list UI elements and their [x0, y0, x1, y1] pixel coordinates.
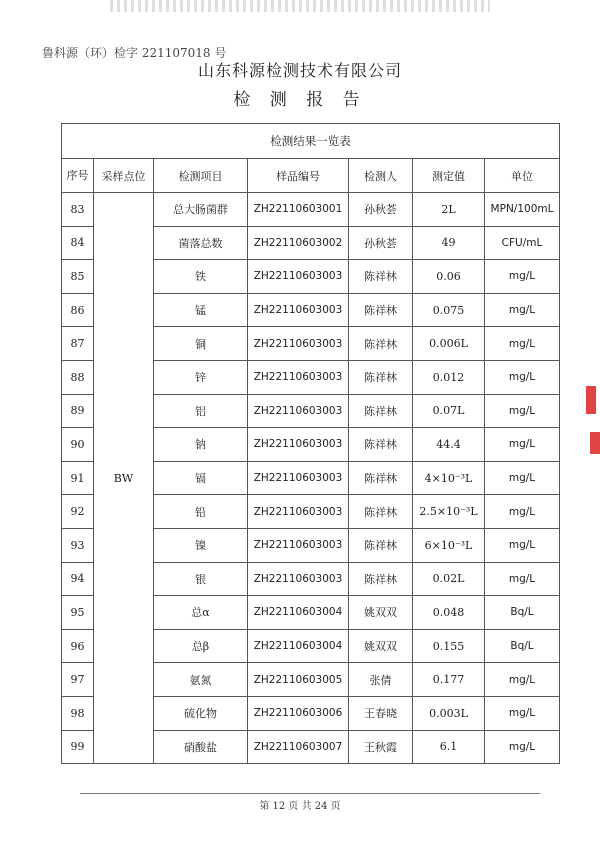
- cell-sample: ZH22110603007: [248, 730, 349, 764]
- cell-sample: ZH22110603002: [248, 226, 349, 260]
- cell-item: 总大肠菌群: [154, 193, 248, 227]
- cell-unit: CFU/mL: [485, 226, 560, 260]
- cell-value: 49: [413, 226, 485, 260]
- cell-unit: mg/L: [485, 428, 560, 462]
- cell-item: 硫化物: [154, 696, 248, 730]
- cell-unit: mg/L: [485, 696, 560, 730]
- cell-value: 0.06: [413, 260, 485, 294]
- cell-item: 铝: [154, 394, 248, 428]
- cell-value: 0.003L: [413, 696, 485, 730]
- cell-sample: ZH22110603003: [248, 360, 349, 394]
- cell-sample: ZH22110603003: [248, 327, 349, 361]
- cell-item: 锌: [154, 360, 248, 394]
- cell-unit: mg/L: [485, 495, 560, 529]
- cell-unit: mg/L: [485, 394, 560, 428]
- cell-value: 4×10⁻³L: [413, 461, 485, 495]
- seal-stamp-fragment: [590, 432, 600, 454]
- cell-tester: 陈祥林: [349, 562, 413, 596]
- cell-sample: ZH22110603003: [248, 428, 349, 462]
- cell-no: 95: [62, 596, 94, 630]
- cell-item: 硝酸盐: [154, 730, 248, 764]
- cell-no: 93: [62, 528, 94, 562]
- cell-no: 89: [62, 394, 94, 428]
- cell-item: 总α: [154, 596, 248, 630]
- cell-unit: mg/L: [485, 327, 560, 361]
- cell-no: 94: [62, 562, 94, 596]
- cell-unit: mg/L: [485, 360, 560, 394]
- col-header-no: 序号: [62, 159, 94, 193]
- cell-no: 87: [62, 327, 94, 361]
- col-header-location: 采样点位: [94, 159, 154, 193]
- cell-unit: mg/L: [485, 461, 560, 495]
- cell-unit: mg/L: [485, 562, 560, 596]
- cell-value: 2L: [413, 193, 485, 227]
- cell-item: 铜: [154, 327, 248, 361]
- cell-sample: ZH22110603003: [248, 495, 349, 529]
- cell-unit: mg/L: [485, 663, 560, 697]
- cell-item: 银: [154, 562, 248, 596]
- cell-sample: ZH22110603003: [248, 528, 349, 562]
- cell-sample: ZH22110603003: [248, 293, 349, 327]
- cell-sample: ZH22110603003: [248, 260, 349, 294]
- cell-value: 0.177: [413, 663, 485, 697]
- cell-no: 88: [62, 360, 94, 394]
- cell-tester: 陈祥林: [349, 260, 413, 294]
- cell-value: 0.075: [413, 293, 485, 327]
- cell-item: 镉: [154, 461, 248, 495]
- table-header-row: [62, 159, 560, 193]
- results-table: [61, 123, 560, 764]
- cell-sample: ZH22110603003: [248, 562, 349, 596]
- cell-tester: 王春晓: [349, 696, 413, 730]
- cell-no: 97: [62, 663, 94, 697]
- cell-no: 86: [62, 293, 94, 327]
- cell-tester: 陈祥林: [349, 495, 413, 529]
- cell-tester: 陈祥林: [349, 528, 413, 562]
- cell-item: 钠: [154, 428, 248, 462]
- cell-item: 氨氮: [154, 663, 248, 697]
- scan-edge-artifact: [110, 0, 490, 12]
- col-header-unit: 单位: [485, 159, 560, 193]
- cell-no: 98: [62, 696, 94, 730]
- cell-tester: 张倩: [349, 663, 413, 697]
- cell-unit: Bq/L: [485, 596, 560, 630]
- cell-tester: 陈祥林: [349, 428, 413, 462]
- cell-tester: 陈祥林: [349, 394, 413, 428]
- report-number: 鲁科源（环）检字 221107018 号: [42, 46, 227, 60]
- cell-value: 0.048: [413, 596, 485, 630]
- col-header-sample: 样品编号: [248, 159, 349, 193]
- cell-sample: ZH22110603004: [248, 596, 349, 630]
- cell-sample: ZH22110603004: [248, 629, 349, 663]
- cell-item: 铁: [154, 260, 248, 294]
- cell-value: 6×10⁻³L: [413, 528, 485, 562]
- cell-tester: 王秋霞: [349, 730, 413, 764]
- cell-unit: Bq/L: [485, 629, 560, 663]
- col-header-tester: 检测人: [349, 159, 413, 193]
- cell-no: 91: [62, 461, 94, 495]
- cell-unit: mg/L: [485, 260, 560, 294]
- cell-unit: mg/L: [485, 528, 560, 562]
- seal-stamp-fragment: [586, 386, 596, 414]
- col-header-value: 测定值: [413, 159, 485, 193]
- cell-sample: ZH22110603003: [248, 394, 349, 428]
- cell-tester: 姚双双: [349, 629, 413, 663]
- cell-item: 锰: [154, 293, 248, 327]
- cell-tester: 陈祥林: [349, 293, 413, 327]
- col-header-item: 检测项目: [154, 159, 248, 193]
- cell-unit: mg/L: [485, 730, 560, 764]
- table-row: [62, 193, 560, 227]
- cell-sample: ZH22110603001: [248, 193, 349, 227]
- cell-value: 0.155: [413, 629, 485, 663]
- document-title: 检 测 报 告: [233, 90, 367, 110]
- page-number: 第 12 页 共 24 页: [259, 801, 341, 812]
- cell-value: 0.012: [413, 360, 485, 394]
- cell-value: 0.02L: [413, 562, 485, 596]
- cell-sample: ZH22110603005: [248, 663, 349, 697]
- cell-value: 0.006L: [413, 327, 485, 361]
- cell-tester: 陈祥林: [349, 327, 413, 361]
- cell-no: 96: [62, 629, 94, 663]
- cell-value: 6.1: [413, 730, 485, 764]
- cell-value: 0.07L: [413, 394, 485, 428]
- cell-item: 总β: [154, 629, 248, 663]
- cell-tester: 孙秋荟: [349, 193, 413, 227]
- cell-no: 83: [62, 193, 94, 227]
- cell-no: 99: [62, 730, 94, 764]
- cell-no: 92: [62, 495, 94, 529]
- cell-item: 菌落总数: [154, 226, 248, 260]
- company-name: 山东科源检测技术有限公司: [197, 61, 402, 80]
- cell-tester: 姚双双: [349, 596, 413, 630]
- cell-unit: mg/L: [485, 293, 560, 327]
- cell-tester: 孙秋荟: [349, 226, 413, 260]
- cell-tester: 陈祥林: [349, 360, 413, 394]
- cell-unit: MPN/100mL: [485, 193, 560, 227]
- cell-item: 铅: [154, 495, 248, 529]
- cell-item: 镍: [154, 528, 248, 562]
- cell-no: 90: [62, 428, 94, 462]
- cell-location: BW: [94, 193, 154, 764]
- cell-value: 44.4: [413, 428, 485, 462]
- cell-no: 85: [62, 260, 94, 294]
- cell-sample: ZH22110603006: [248, 696, 349, 730]
- footer-divider: [80, 793, 540, 794]
- table-caption: 检测结果一览表: [62, 124, 560, 159]
- cell-no: 84: [62, 226, 94, 260]
- cell-value: 2.5×10⁻³L: [413, 495, 485, 529]
- cell-tester: 陈祥林: [349, 461, 413, 495]
- cell-sample: ZH22110603003: [248, 461, 349, 495]
